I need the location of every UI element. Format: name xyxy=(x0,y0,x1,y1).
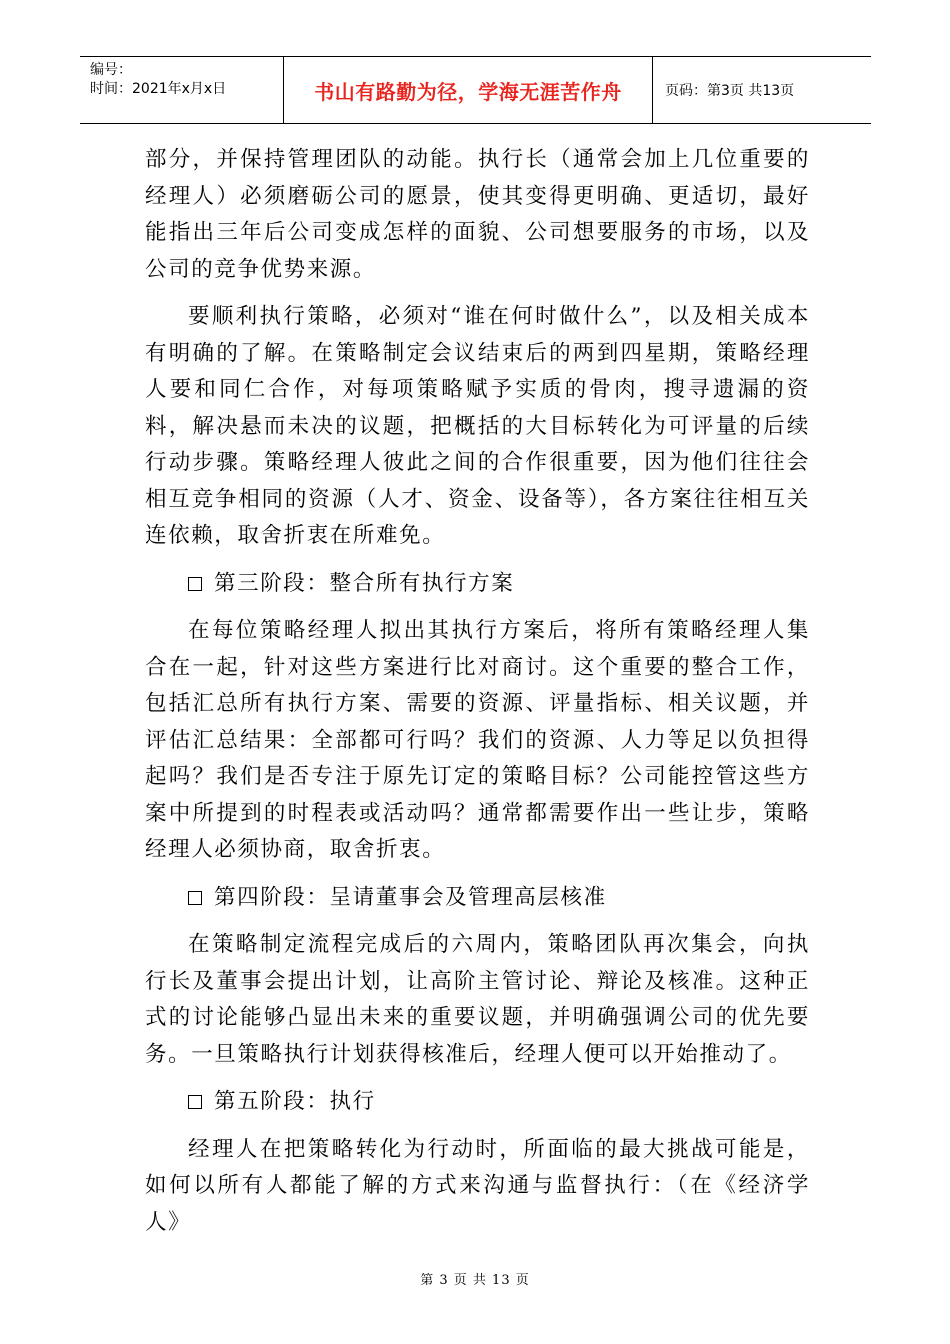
header-meta xyxy=(80,57,283,123)
document-number-label: 编号： xyxy=(90,62,132,78)
section-heading-stage-4 xyxy=(145,880,810,917)
header-page-info-cell xyxy=(653,57,871,123)
section-heading-text: 第五阶段：执行 xyxy=(214,1089,376,1114)
checkbox-square-icon xyxy=(188,891,202,905)
page-footer: 第 3 页 共 13 页 xyxy=(420,1273,530,1288)
section-heading-text: 第三阶段：整合所有执行方案 xyxy=(214,570,515,596)
body-paragraph: 要顺利执行策略，必须对“谁在何时做什么”，以及相关成本有明确的了解。在策略制定会议结束后的两到四星期，策略经理人要和同仁合作，对每项策略赋予实质的骨肉，搜寻遗漏的资料，解决悬而未决的议题，把概括的大目标转化为可评量的后续行动步骤。策略经理人彼此之间的合作很重要，因为他们往往会相互竞争相同的资源（人才、资金、设备等），各方案往往相互关连依赖，取舍折衷在所难免。 xyxy=(145,304,810,548)
checkbox-square-icon xyxy=(188,577,202,591)
header-motto: 书山有路勤为径，学海无涯苦作舟 xyxy=(314,79,622,104)
body-paragraph: 经理人在把策略转化为行动时，所面临的最大挑战可能是，如何以所有人都能了解的方式来沟通与监督执行：（在《经济学人》 xyxy=(145,1136,810,1235)
body-paragraph: 在策略制定流程完成后的六周内，策略团队再次集会，向执行长及董事会提出计划，让高阶主管讨论、辩论及核准。这种正式的讨论能够凸显出未来的重要议题，并明确强调公司的优先要务。一旦策略执行计划获得核准后，经理人便可以开始推动了。 xyxy=(145,932,810,1067)
body-paragraph: 在每位策略经理人拟出其执行方案后，将所有策略经理人集合在一起，针对这些方案进行比对商讨。这个重要的整合工作，包括汇总所有执行方案、需要的资源、评量指标、相关议题，并评估汇总结果：全部都可行吗？我们的资源、人力等足以负担得起吗？我们是否专注于原先订定的策略目标？公司能控管这些方案中所提到的时程表或活动吗？通常都需要作出一些让步，策略经理人必须协商，取舍折衷。 xyxy=(145,618,810,862)
document-date: 时间：2021年x月x日 xyxy=(90,81,227,97)
page-header xyxy=(80,56,871,124)
body-paragraph: 部分，并保持管理团队的动能。执行长（通常会加上几位重要的经理人）必须磨砺公司的愿景，使其变得更明确、更适切，最好能指出三年后公司变成怎样的面貌、公司想要服务的市场，以及公司的竞争优势来源。 xyxy=(145,147,810,282)
header-page-info: 页码：第3页 共13页 xyxy=(665,83,795,99)
checkbox-square-icon xyxy=(188,1095,202,1109)
section-heading-stage-5 xyxy=(145,1084,810,1121)
section-heading-stage-3 xyxy=(145,566,810,603)
document-body xyxy=(145,142,810,1252)
section-heading-text: 第四阶段：呈请董事会及管理高层核准 xyxy=(214,884,607,910)
header-motto-cell xyxy=(283,57,653,123)
